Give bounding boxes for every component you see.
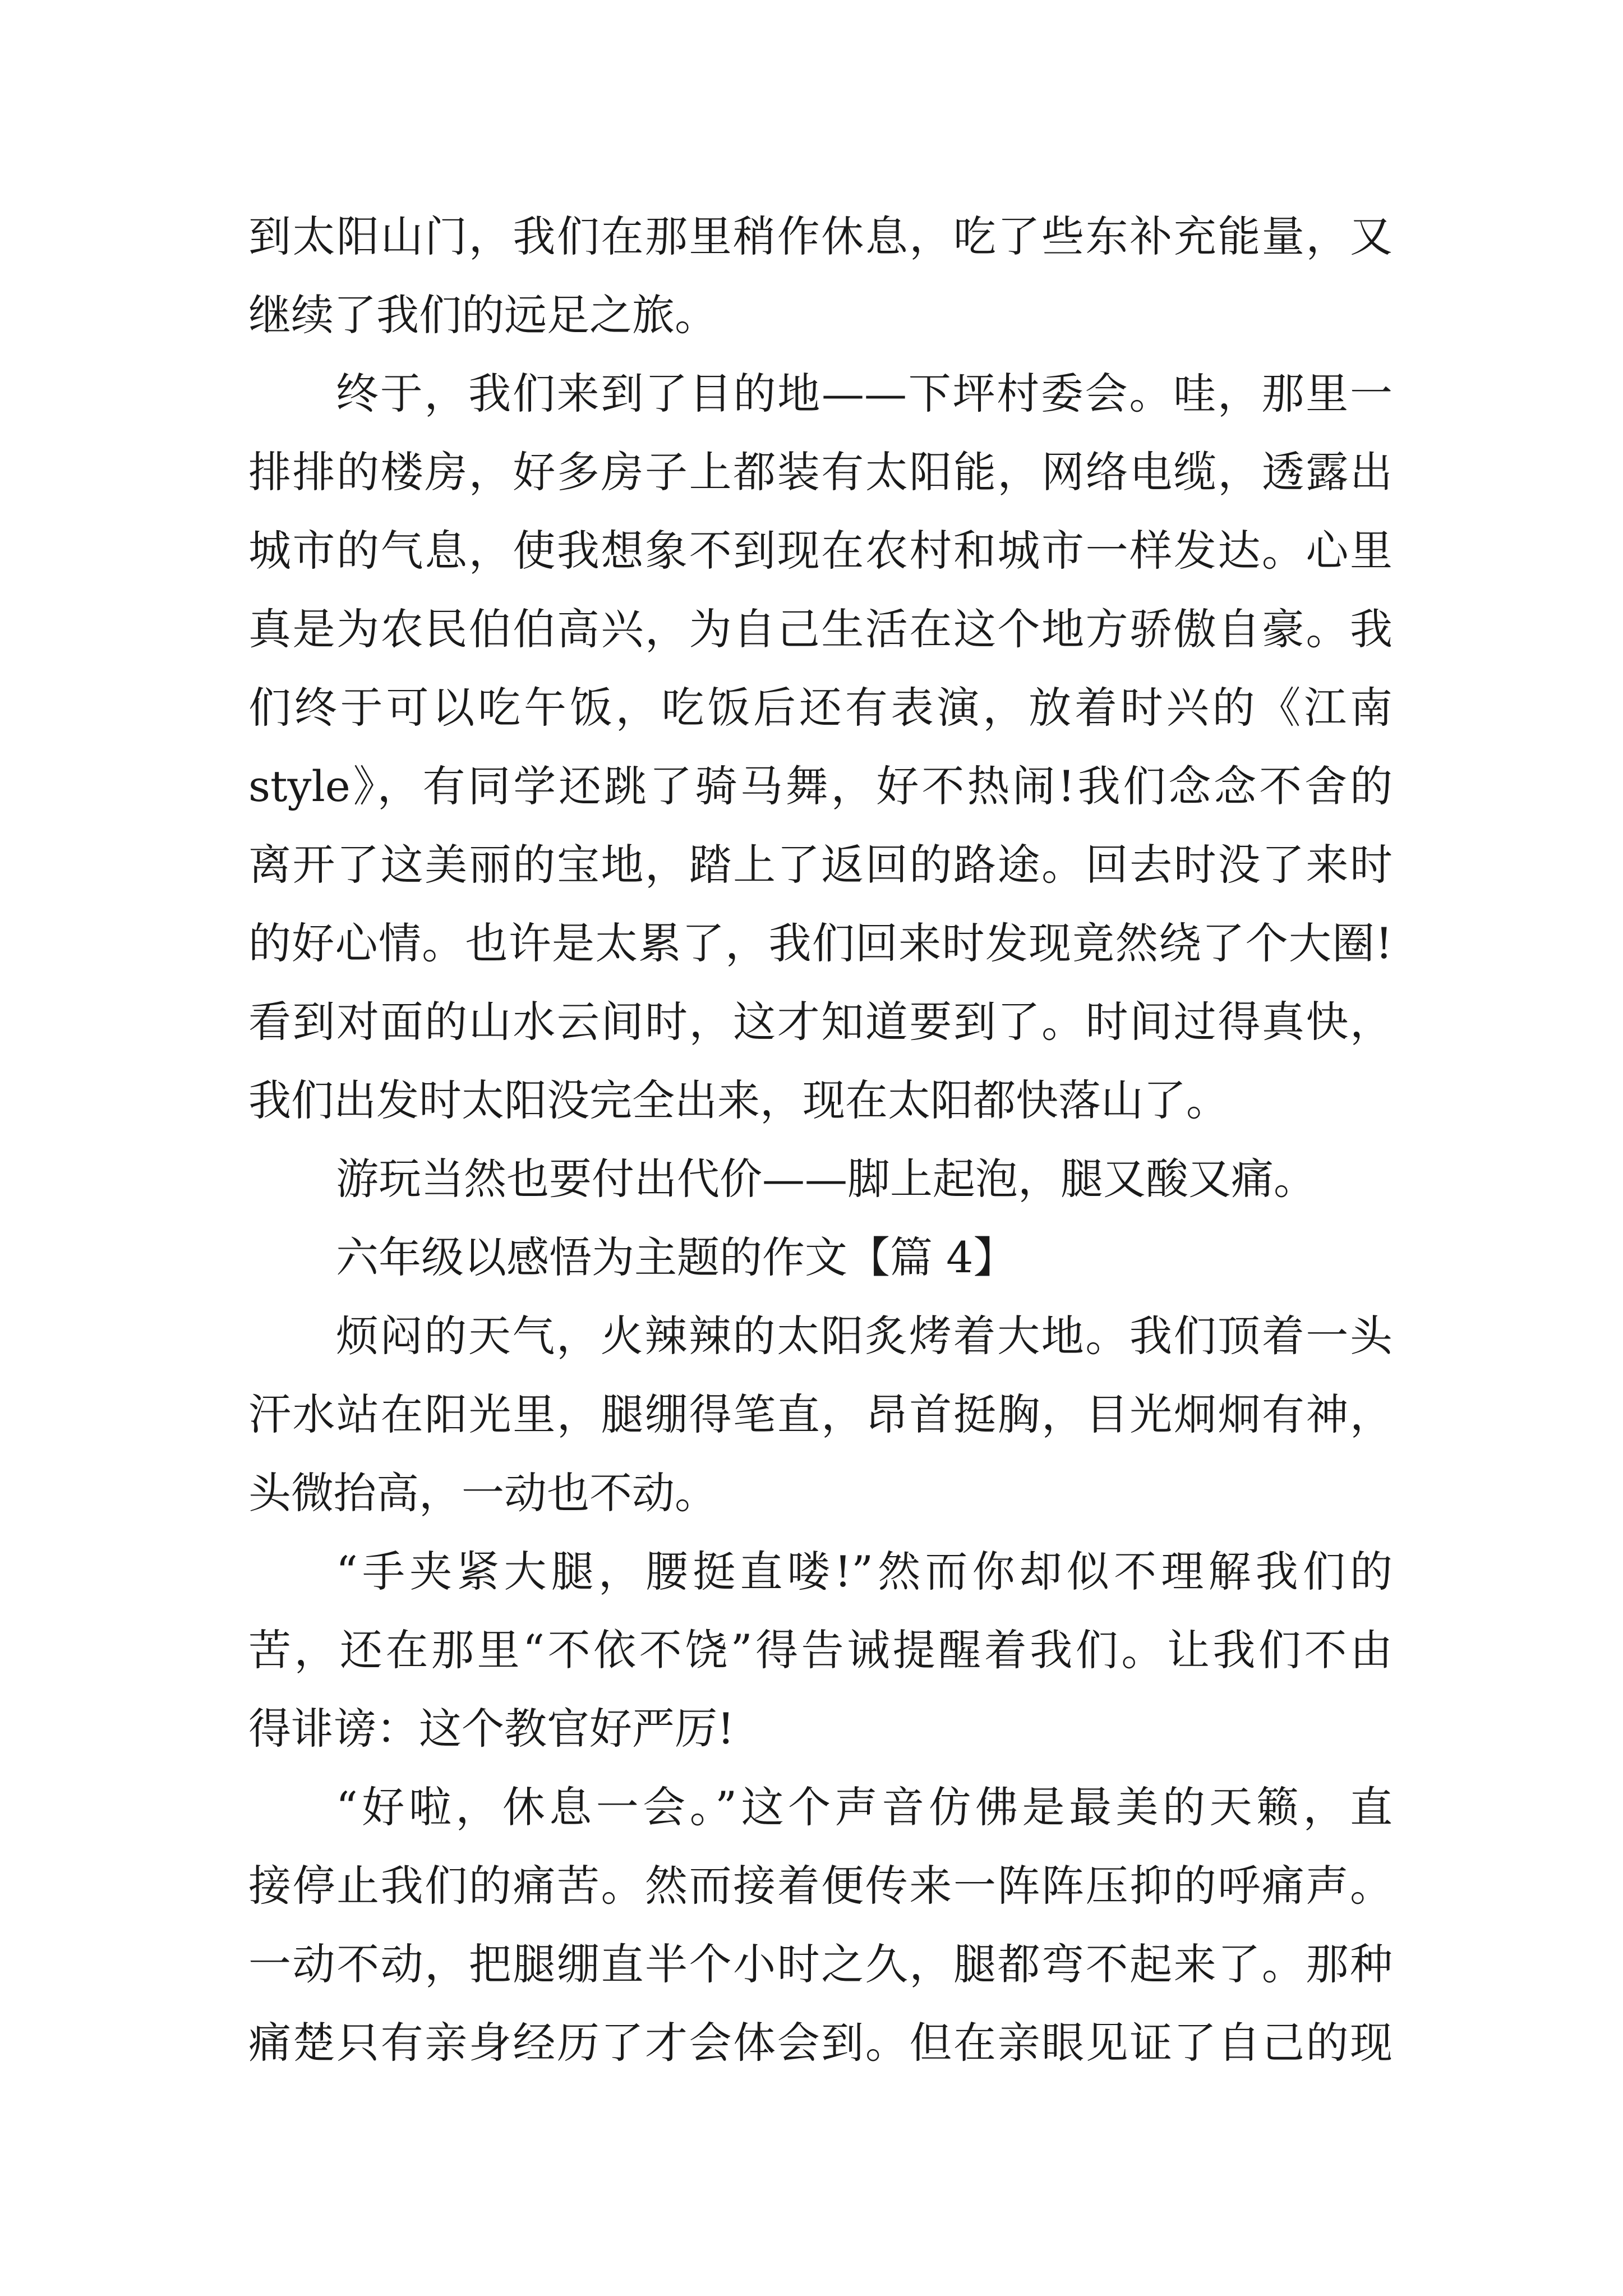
text-line: 的好心情。也许是太累了，我们回来时发现竟然绕了个大圈! bbox=[248, 918, 1393, 968]
text-line: style》，有同学还跳了骑马舞，好不热闹!我们念念不舍的 bbox=[248, 761, 1393, 811]
paragraph-first-line: 烦闷的天气，火辣辣的太阳炙烤着大地。我们顶着一头 bbox=[336, 1311, 1393, 1361]
text-line: 接停止我们的痛苦。然而接着便传来一阵阵压抑的呼痛声。 bbox=[248, 1861, 1393, 1911]
text-line: 到太阳山门，我们在那里稍作休息，吃了些东补充能量，又 bbox=[248, 211, 1393, 261]
text-line: 苦，还在那里“不依不饶”得告诫提醒着我们。让我们不由 bbox=[248, 1625, 1393, 1675]
text-line: 真是为农民伯伯高兴，为自己生活在这个地方骄傲自豪。我 bbox=[248, 604, 1393, 654]
text-line: 一动不动，把腿绷直半个小时之久，腿都弯不起来了。那种 bbox=[248, 1939, 1393, 1989]
text-line: 我们出发时太阳没完全出来，现在太阳都快落山了。 bbox=[248, 1075, 1229, 1125]
text-line: 继续了我们的远足之旅。 bbox=[248, 290, 717, 340]
text-line: 排排的楼房，好多房子上都装有太阳能，网络电缆，透露出 bbox=[248, 447, 1393, 497]
document-body bbox=[248, 197, 1393, 2082]
text-line: 得诽谤：这个教官好严厉! bbox=[248, 1704, 735, 1754]
text-line: 城市的气息，使我想象不到现在农村和城市一样发达。心里 bbox=[248, 526, 1393, 576]
text-line: 们终于可以吃午饭，吃饭后还有表演，放着时兴的《江南 bbox=[248, 683, 1393, 733]
text-line: 汗水站在阳光里，腿绷得笔直，昂首挺胸，目光炯炯有神， bbox=[248, 1389, 1393, 1439]
text-line: 痛楚只有亲身经历了才会体会到。但在亲眼见证了自己的现 bbox=[248, 2018, 1393, 2068]
text-line: 看到对面的山水云间时，这才知道要到了。时间过得真快， bbox=[248, 997, 1393, 1047]
paragraph-first-line: 游玩当然也要付出代价——脚上起泡，腿又酸又痛。 bbox=[336, 1154, 1316, 1204]
paragraph-first-line: 终于，我们来到了目的地——下坪村委会。哇，那里一 bbox=[336, 369, 1393, 418]
text-line: 头微抬高，一动也不动。 bbox=[248, 1468, 717, 1518]
text-line: 离开了这美丽的宝地，踏上了返回的路途。回去时没了来时 bbox=[248, 840, 1393, 890]
paragraph-first-line: “手夹紧大腿，腰挺直喽!”然而你却似不理解我们的 bbox=[336, 1547, 1393, 1596]
paragraph-first-line: “好啦，休息一会。”这个声音仿佛是最美的天籁，直 bbox=[336, 1782, 1393, 1832]
section-heading: 六年级以感悟为主题的作文【篇 4】 bbox=[336, 1232, 1016, 1282]
